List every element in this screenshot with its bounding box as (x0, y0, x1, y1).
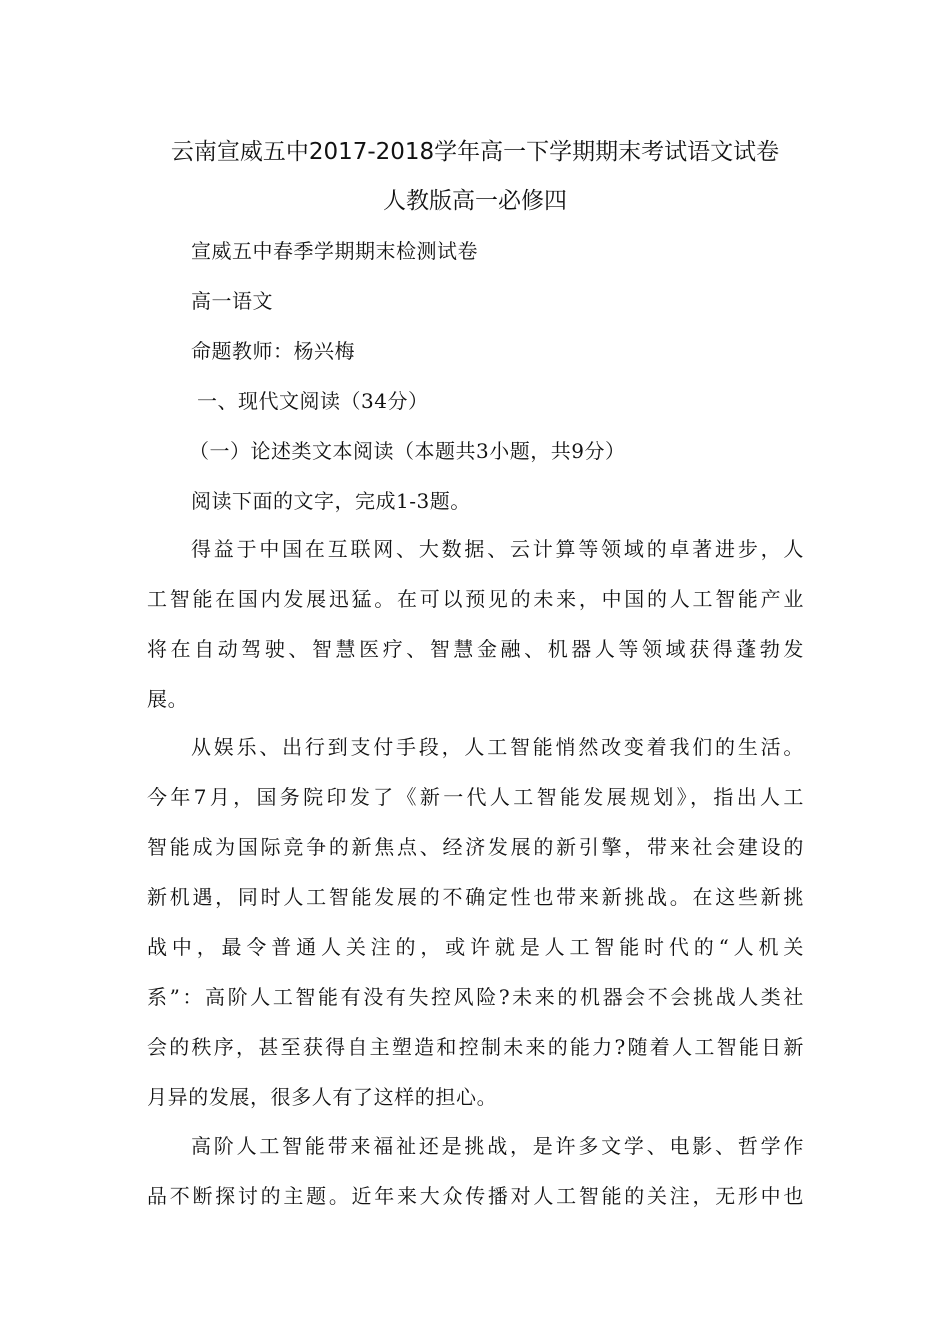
paragraph-line: 战中，最令普通人关注的，或许就是人工智能时代的“人机关 (147, 935, 804, 959)
paragraph-line: 高阶人工智能带来福祉还是挑战，是许多文学、电影、哲学作 (191, 1134, 804, 1158)
paragraph-line: 新机遇，同时人工智能发展的不确定性也带来新挑战。在这些新挑 (147, 885, 804, 909)
paragraph-line: 今年7月，国务院印发了《新一代人工智能发展规划》，指出人工 (147, 785, 804, 809)
subsection-heading: （一）论述类文本阅读（本题共3小题，共9分） (189, 439, 626, 463)
paragraph-3 (147, 1121, 804, 1221)
reading-instruction: 阅读下面的文字，完成1-3题。 (191, 489, 471, 513)
paragraph-line: 展。 (147, 687, 189, 711)
paragraph-line: 月异的发展，很多人有了这样的担心。 (147, 1085, 498, 1109)
exam-name: 宣威五中春季学期期末检测试卷 (191, 239, 478, 263)
paragraph-2 (147, 722, 804, 1122)
paragraph-line: 系”：高阶人工智能有没有失控风险?未来的机器会不会挑战人类社 (147, 985, 804, 1009)
paragraph-1 (147, 524, 804, 724)
paragraph-line: 品不断探讨的主题。近年来大众传播对人工智能的关注，无形中也 (147, 1184, 804, 1208)
teacher-label: 命题教师：杨兴梅 (191, 339, 355, 363)
subject-label: 高一语文 (191, 289, 273, 313)
paragraph-line: 将在自动驾驶、智慧医疗、智慧金融、机器人等领域获得蓬勃发 (147, 637, 804, 661)
paragraph-line: 智能成为国际竞争的新焦点、经济发展的新引擎，带来社会建设的 (147, 835, 804, 859)
paragraph-line: 得益于中国在互联网、大数据、云计算等领域的卓著进步，人 (191, 537, 804, 561)
paragraph-line: 会的秩序，甚至获得自主塑造和控制未来的能力?随着人工智能日新 (147, 1035, 804, 1059)
section-heading: 一、现代文阅读（34分） (197, 389, 429, 413)
document-title: 云南宣威五中2017-2018学年高一下学期期末考试语文试卷 (170, 139, 780, 165)
paragraph-line: 从娱乐、出行到支付手段，人工智能悄然改变着我们的生活。 (191, 735, 804, 759)
paragraph-line: 工智能在国内发展迅猛。在可以预见的未来，中国的人工智能产业 (147, 587, 804, 611)
document-subtitle: 人教版高一必修四 (383, 188, 567, 214)
